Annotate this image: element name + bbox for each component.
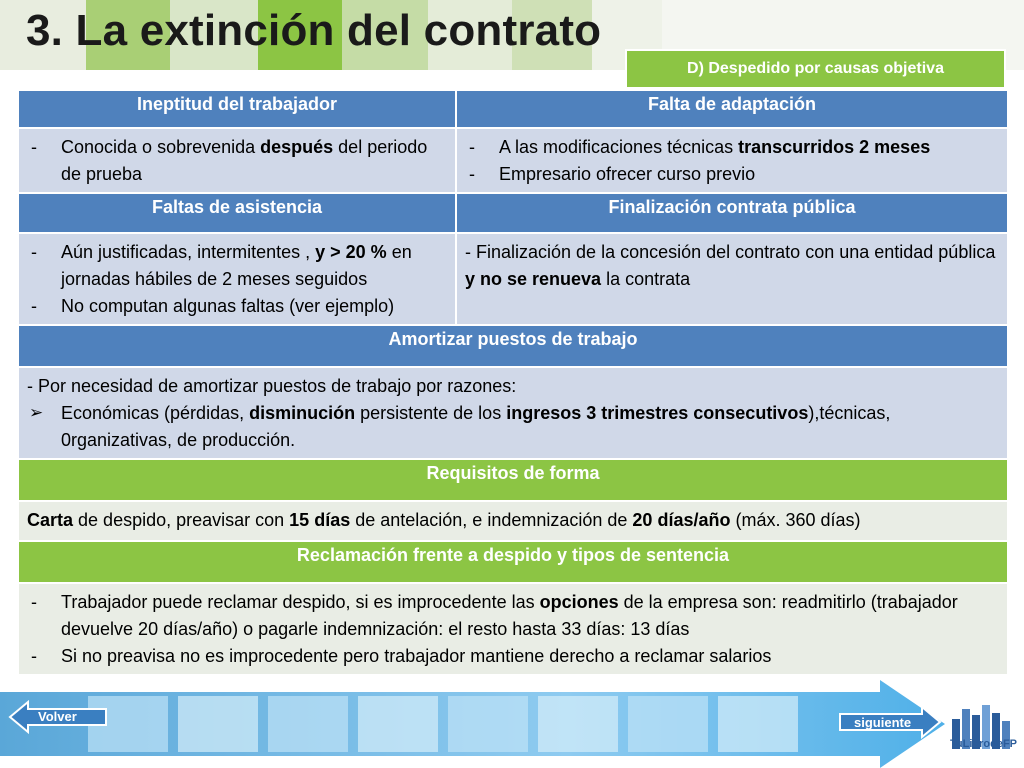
tulibrodefp-logo (948, 688, 1020, 764)
list-item: - Empresario ofrecer curso previo (465, 161, 999, 188)
header-contrata: Finalización contrata pública (456, 193, 1008, 233)
list-item: - Trabajador puede reclamar despido, si es improcedente las opciones de la empresa son: readmitirlo (trabajador devuelve 20 días/año) o pagarle indemnización: el resto hasta 33 días: 13 días (27, 589, 999, 643)
cell-contrata (456, 233, 1008, 325)
header-amortizar: Amortizar puestos de trabajo (18, 325, 1008, 367)
list-item: - A las modificaciones técnicas transcurridos 2 meses (465, 134, 999, 161)
cell-adaptacion (456, 128, 1008, 193)
cell-asistencia (18, 233, 456, 325)
cell-reclamacion (18, 583, 1008, 675)
list-item: - Conocida o sobrevenida después del periodo de prueba (27, 134, 447, 188)
header-adaptacion: Falta de adaptación (456, 90, 1008, 128)
next-label: siguiente (854, 715, 912, 730)
back-button[interactable] (8, 700, 108, 734)
cell-ineptitud (18, 128, 456, 193)
header-ineptitud: Ineptitud del trabajador (18, 90, 456, 128)
amortizar-intro: - Por necesidad de amortizar puestos de trabajo por razones: (27, 376, 517, 396)
contrata-text: - Finalización de la concesión del contrato con una entidad pública y no se renueva la contrata (465, 242, 996, 289)
header-asistencia: Faltas de asistencia (18, 193, 456, 233)
header-requisitos: Requisitos de forma (18, 459, 1008, 501)
list-item: - No computan algunas faltas (ver ejemplo) (27, 293, 447, 320)
logo-text: TuLibrodeFP (950, 738, 1018, 750)
header-reclamacion: Reclamación frente a despido y tipos de sentencia (18, 541, 1008, 583)
section-tag: D) Despedido por causas objetiva (625, 49, 1006, 89)
list-item: - Aún justificadas, intermitentes , y > 20 % en jornadas hábiles de 2 meses seguidos (27, 239, 447, 293)
next-button[interactable] (838, 705, 942, 739)
back-label: Volver (38, 709, 77, 724)
list-item: - Si no preavisa no es improcedente pero trabajador mantiene derecho a reclamar salarios (27, 643, 999, 670)
content-table (17, 89, 1009, 676)
list-item: ➢ Económicas (pérdidas, disminución persistente de los ingresos 3 trimestres consecutivos),técnicas, 0rganizativas, de producción. (27, 400, 999, 454)
cell-amortizar (18, 367, 1008, 459)
requisitos-text: Carta de despido, preavisar con 15 días de antelación, e indemnización de 20 días/año (máx. 360 días) (27, 510, 861, 530)
cell-requisitos (18, 501, 1008, 541)
page-title: 3. La extinción del contrato (26, 6, 602, 55)
